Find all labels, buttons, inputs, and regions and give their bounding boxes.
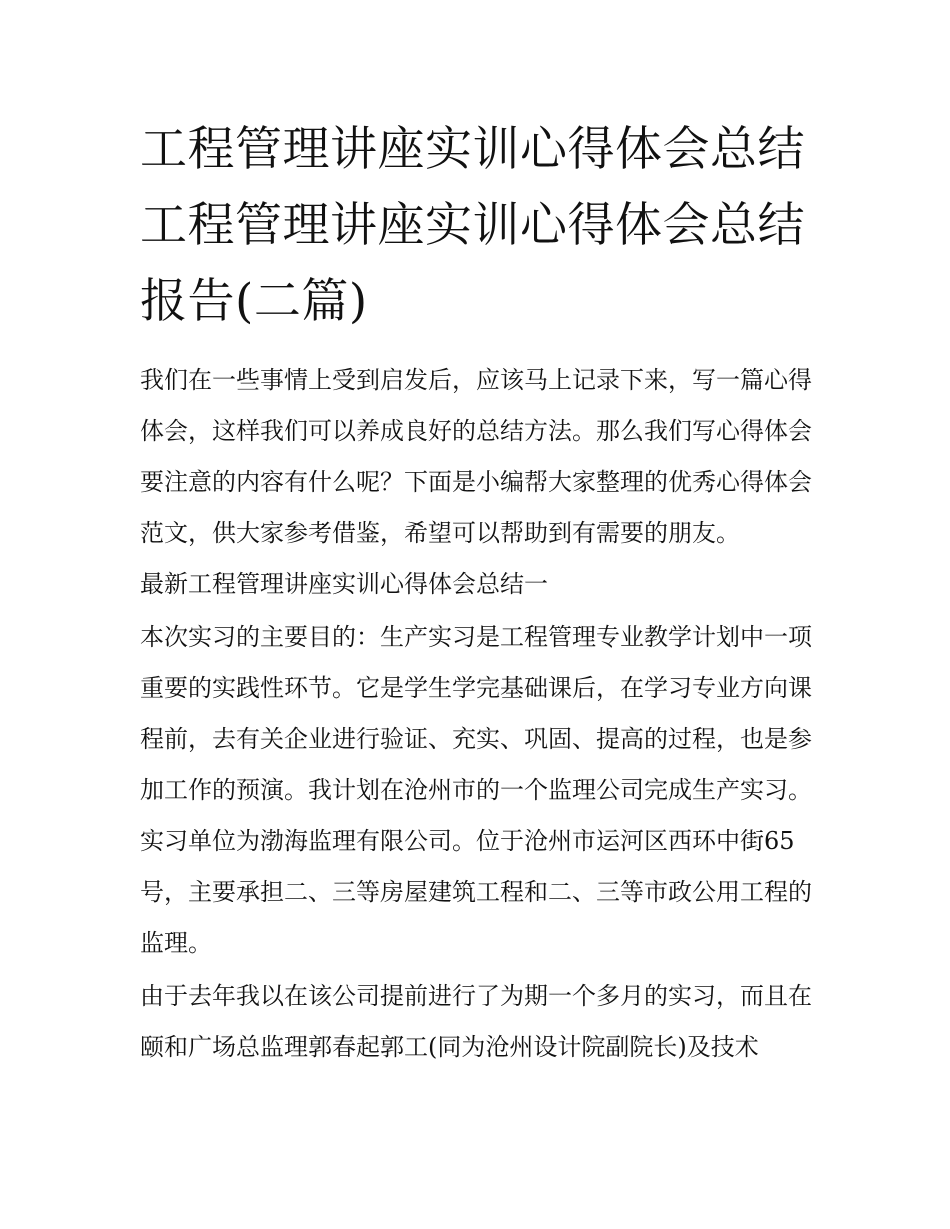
document-title: 工程管理讲座实训心得体会总结 工程管理讲座实训心得体会总结报告(二篇) — [140, 122, 805, 329]
section-heading: 最新工程管理讲座实训心得体会总结一 — [140, 570, 548, 598]
intro-paragraph: 我们在一些事情上受到启发后，应该马上记录下来，写一篇心得体会，这样我们可以养成良好的总结方法。那么我们写心得体会要注意的内容有什么呢？下面是小编帮大家整理的优秀心得体会范文，供大家参考借鉴，希望可以帮助到有需要的朋友。 — [140, 366, 812, 547]
document-page — [140, 112, 812, 1073]
body-paragraph-1: 本次实习的主要目的：生产实习是工程管理专业教学计划中一项重要的实践性环节。它是学生学完基础课后，在学习专业方向课程前，去有关企业进行验证、充实、巩固、提高的过程，也是参加工作的预演。我计划在沧州市的一个监理公司完成生产实习。实习单位为渤海监理有限公司。位于沧州市运河区西环中街65号，主要承担二、三等房屋建筑工程和二、三等市政公用工程的监理。 — [140, 623, 812, 957]
body-paragraph-2: 由于去年我以在该公司提前进行了为期一个多月的实习，而且在颐和广场总监理郭春起郭工(同为沧州设计院副院长)及技术 — [140, 982, 812, 1061]
